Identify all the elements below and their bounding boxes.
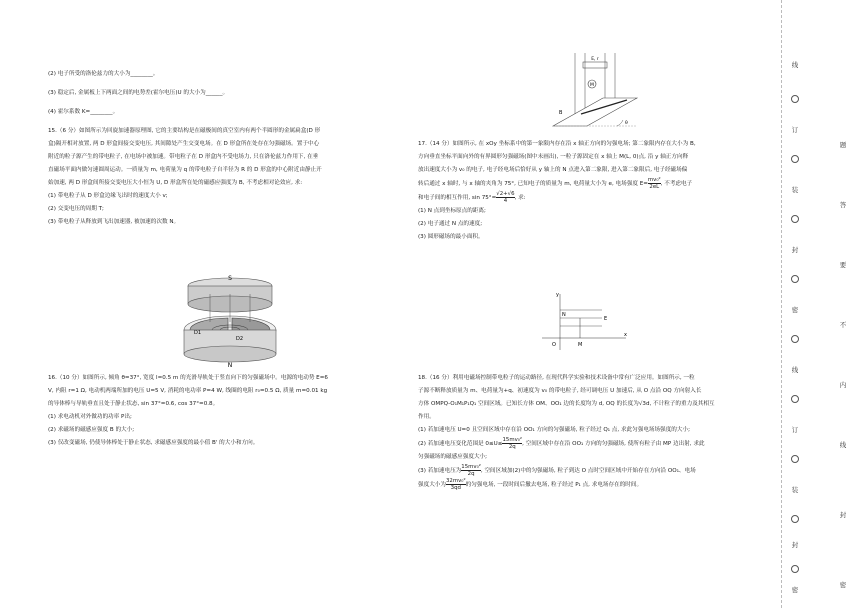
binding-char: 装	[791, 486, 799, 494]
binding-warning-char: 内	[839, 381, 847, 389]
q15-sub3: (3) 带电粒子从释放到飞出加速器, 被加速的次数 N。	[48, 219, 180, 225]
left-column	[48, 68, 406, 229]
frac-e: $\frac{\text{mv₀²}}{2eL}$	[647, 177, 661, 190]
q17-line1: 17.（14 分）如图所示, 在 xOy 坐标系中的第一象限内存在沿 x 轴正方向的匀强电场; 第二象限内存在大小为 B,	[418, 141, 696, 147]
binding-char: 订	[791, 426, 799, 434]
q14-part4: (4) 霍尔系数 K=________。	[48, 109, 119, 115]
label-o: O	[552, 342, 556, 348]
binding-char: 密	[791, 306, 799, 314]
coordinate-figure	[540, 290, 630, 355]
label-theta: θ	[625, 121, 628, 126]
frac-sin: $\frac{√2+√6}{4}$	[496, 191, 515, 204]
q16-line2: V, 内阻 r=1 Ω, 电动机两端所加的电压 U=5 V, 消耗的电功率 P=4 W, 线圈的电阻 r₀=0.5 Ω, 质量 m=0.01 kg	[48, 388, 328, 394]
rail-figure	[545, 48, 645, 138]
q18-sub1: (1) 若加速电压 U=0 且空间区域中存在沿 OO₁ 方向的匀强磁场, 粒子经过 Q₁ 点, 求此匀强电场场强度的大小;	[418, 427, 690, 433]
q15-line2: 盒)隔开相对放置, 两 D 形盒间接交变电压, 其间隙处产生交变电场。在 D 形盒所在处存在匀强磁场。置于中心	[48, 141, 320, 147]
label-n: N	[562, 312, 566, 318]
q18-line2: 子源不断释放质量为 m、电荷量为+q、初速度为 v₀ 的带电粒子, 经可调电压 U 加速后, 从 O 点沿 OQ 方向射入长	[418, 388, 702, 394]
q18-sub3-cont: 强度大小为 $\frac{\text{32mv₀²}}{3qd}$ 的匀强电场, 一段时间后撤去电场, 粒子经过 P₁ 点, 求电场存在的时间。	[418, 478, 643, 491]
label-d2: D2	[236, 336, 244, 342]
q15-line1: 15.（6 分）如图所示为回旋加速器原理图, 它的主要结构是在磁极间的真空室内有两个半圆形的金属扁盒(D 形	[48, 128, 321, 134]
label-s: S	[228, 275, 232, 282]
right-column	[418, 138, 770, 244]
label-x: x	[624, 332, 627, 338]
frac-u1: $\frac{\text{15mv₀²}}{2q}$	[502, 437, 523, 450]
binding-warning-char: 密	[839, 581, 847, 589]
label-b: B	[559, 110, 563, 116]
q17-line3: 放出速度大小为 v₀ 的电子, 电子经电场后恰好从 y 轴上的 N 点进入第二象限, 进入第二象限后, 电子经磁场偏	[418, 167, 688, 173]
binding-circle	[788, 335, 802, 345]
q17-line5: 和电子间的相互作用, sin 75°= $\frac{√2+√6}{4}$ , 求:	[418, 191, 526, 204]
binding-warning-char: 不	[839, 321, 847, 329]
q17-sub2: (2) 电子通过 N 点的速度;	[418, 221, 483, 227]
label-m: M	[578, 342, 583, 348]
label-source: E, r	[591, 57, 599, 62]
q18-sub2-cont: 匀强磁场的磁感应强度大小;	[418, 454, 488, 460]
frac-u2: $\frac{\text{15mv₀²}}{2q}$	[461, 464, 481, 477]
q18-line1: 18.（16 分）利用电磁场控制带电粒子的运动路径, 在现代科学实验和技术设备中常有广泛应用。如图所示, 一粒	[418, 375, 695, 381]
label-e: E	[604, 316, 608, 322]
q15-line4: 直磁场平面内做匀速圆周运动。一质量为 m, 电荷量为 q 的带电粒子自半径为 R 的 D 形盒的中心附近由静止开	[48, 167, 322, 173]
q16-sub1: (1) 求电动机对外做功的功率 P出;	[48, 414, 132, 420]
label-motor: M	[590, 83, 594, 88]
label-y: y	[556, 292, 559, 298]
q16-sub2: (2) 求磁场的磁感应强度 B 的大小;	[48, 427, 135, 433]
binding-warning-char: 封	[839, 511, 847, 519]
q17-sub3: (3) 圆形磁场的最小面积。	[418, 234, 484, 240]
q16-line3: 的导体棒与导轨垂直且处于静止状态, sin 37°=0.6, cos 37°=0.8。	[48, 401, 219, 407]
binding-warning-char: 题	[839, 141, 847, 149]
binding-strip-inner	[836, 40, 850, 600]
binding-circle	[788, 155, 802, 165]
binding-char: 线	[791, 61, 799, 69]
q15-sub2: (2) 交变电压的周期 T;	[48, 206, 104, 212]
q17-sub1: (1) N 点到坐标原点的距离;	[418, 208, 486, 214]
q17-line4: 转后通过 x 轴时, 与 x 轴的夹角为 75°, 已知电子的质量为 m, 电荷量大小为 e, 电场强度 E= $\frac{\text{mv₀²}}{2eL}$ , 不考虑电子	[418, 177, 693, 190]
binding-circle	[788, 455, 802, 465]
q16-block	[48, 372, 406, 450]
binding-circle	[788, 395, 802, 405]
binding-char: 线	[791, 366, 799, 374]
binding-char: 密	[791, 586, 799, 594]
q18-block	[418, 372, 770, 492]
q18-line3: 方体 OMPQ-O₁M₁P₁Q₁ 空间区域。已知长方体 OM、OO₁ 边的长度均为 d, OQ 的长度为√3d, 不计粒子的重力及其相互	[418, 401, 715, 407]
label-d1: D1	[194, 330, 202, 336]
binding-circle	[788, 515, 802, 525]
q14-part2: (2) 电子所受的洛伦兹力的大小为________。	[48, 71, 159, 77]
label-n: N	[227, 362, 233, 368]
binding-circle	[788, 565, 802, 575]
binding-char: 装	[791, 186, 799, 194]
binding-circle	[788, 215, 802, 225]
q15-line3: 附近的粒子源产生的带电粒子, 在电场中被加速。带电粒子在 D 形盒内不受电场力, 只在洛伦兹力作用下, 在垂	[48, 154, 319, 160]
q16-line1: 16.（10 分）如图所示, 倾角 θ=37°, 宽度 l=0.5 m 的光滑导轨处于竖直向下的匀强磁场中。电源的电动势 E=6	[48, 375, 328, 381]
q17-line2: 方向垂直坐标平面向外的有界圆形匀强磁场(图中未画出), 一粒子源固定在 x 轴上 M(L, 0)点, 沿 y 轴正方向释	[418, 154, 689, 160]
binding-char: 订	[791, 126, 799, 134]
binding-strip-outer	[788, 40, 802, 600]
binding-warning-char: 要	[839, 261, 847, 269]
binding-divider	[781, 0, 782, 608]
cyclotron-figure	[170, 268, 290, 368]
binding-warning-char: 线	[839, 441, 847, 449]
binding-char: 封	[791, 246, 799, 254]
q16-sub3: (3) 仅改变磁场, 仍使导体棒处于静止状态, 求磁感应强度的最小值 B' 的大小和方向。	[48, 440, 259, 446]
q15-line5: 始加速, 两 D 形盒间所接交变电压大小恒为 U, D 形盒所在处的磁感应强度为 B, 不考虑相对论效应, 求:	[48, 180, 303, 186]
binding-char: 封	[791, 541, 799, 549]
q18-sub3: (3) 若加速电压为 $\frac{\text{15mv₀²}}{2q}$ , 空间区域加(2)中的匀强磁场, 粒子到达 O 点时空间区域中开始存在方向沿 OO₁、电场	[418, 464, 696, 477]
q18-line4: 作用。	[418, 414, 435, 420]
q18-sub2: (2) 若加速电压变化范围是 0≤U≤ $\frac{\text{15mv₀²}}{2q}$ , 空间区域中存在沿 OO₁ 方向的匀强磁场, 使所有粒子由 MP 边出射, 求此	[418, 437, 705, 450]
q14-part3: (3) 稳定后, 金属板上下两面之间的电势差(霍尔电压)U 的大小为______。	[48, 90, 229, 96]
binding-circle	[788, 95, 802, 105]
frac-e2: $\frac{\text{32mv₀²}}{3qd}$	[445, 478, 466, 491]
binding-warning-char: 答	[839, 201, 847, 209]
binding-circle	[788, 275, 802, 285]
q15-sub1: (1) 带电粒子从 D 形盒边缘飞出时的速度大小 v;	[48, 193, 168, 199]
